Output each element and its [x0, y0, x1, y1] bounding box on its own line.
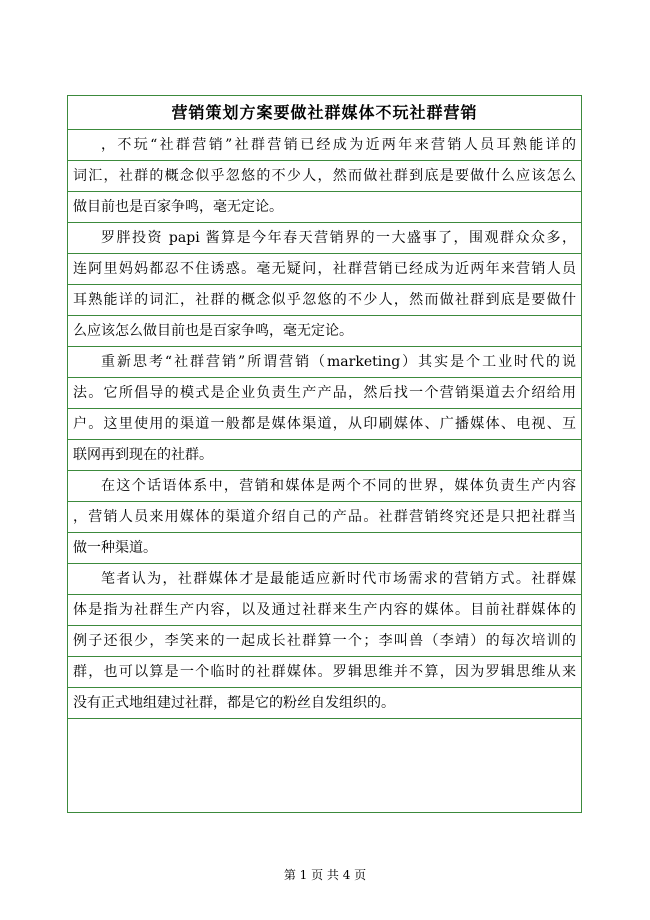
- paragraph-line: 在这个话语体系中，营销和媒体是两个不同的世界，媒体负责生产内容: [68, 471, 581, 502]
- paragraph-line: 联网再到现在的社群。: [68, 440, 581, 471]
- paragraph-line: ，营销人员来用媒体的渠道介绍自己的产品。社群营销终究还是只把社群当: [68, 502, 581, 533]
- paragraph-line: 法。它所倡导的模式是企业负责生产产品，然后找一个营销渠道去介绍给用: [68, 378, 581, 409]
- paragraph-line: 连阿里妈妈都忍不住诱惑。毫无疑问，社群营销已经成为近两年来营销人员: [68, 254, 581, 285]
- paragraph-line: 做目前也是百家争鸣，毫无定论。: [68, 192, 581, 223]
- paragraph-line: 没有正式地组建过社群，都是它的粉丝自发组织的。: [68, 688, 581, 719]
- paragraph-line: 耳熟能详的词汇，社群的概念似乎忽悠的不少人，然而做社群到底是要做什: [68, 285, 581, 316]
- paragraph-line: 例子还很少，李笑来的一起成长社群算一个；李叫兽（李靖）的每次培训的: [68, 626, 581, 657]
- paragraph-line: 体是指为社群生产内容，以及通过社群来生产内容的媒体。目前社群媒体的: [68, 595, 581, 626]
- paragraph-1: [68, 130, 581, 223]
- paragraph-line: 词汇，社群的概念似乎忽悠的不少人，然而做社群到底是要做什么应该怎么: [68, 161, 581, 192]
- paragraph-line: 做一种渠道。: [68, 533, 581, 564]
- page-number: 第 1 页 共 4 页: [283, 868, 367, 882]
- paragraph-line: 重新思考“社群营销”所谓营销（marketing）其实是个工业时代的说: [68, 347, 581, 378]
- paragraph-line: 笔者认为，社群媒体才是最能适应新时代市场需求的营销方式。社群媒: [68, 564, 581, 595]
- document-box: [67, 95, 582, 813]
- paragraph-4: [68, 471, 581, 564]
- document-title: 营销策划方案要做社群媒体不玩社群营销: [68, 96, 581, 130]
- paragraph-line: 群，也可以算是一个临时的社群媒体。罗辑思维并不算，因为罗辑思维从来: [68, 657, 581, 688]
- paragraph-line: ，不玩“社群营销”社群营销已经成为近两年来营销人员耳熟能详的: [68, 130, 581, 161]
- paragraph-line: 户。这里使用的渠道一般都是媒体渠道，从印刷媒体、广播媒体、电视、互: [68, 409, 581, 440]
- paragraph-5: [68, 564, 581, 719]
- paragraph-2: [68, 223, 581, 347]
- paragraph-line: 罗胖投资 papi 酱算是今年春天营销界的一大盛事了，围观群众众多，: [68, 223, 581, 254]
- paragraph-3: [68, 347, 581, 471]
- paragraph-line: 么应该怎么做目前也是百家争鸣，毫无定论。: [68, 316, 581, 347]
